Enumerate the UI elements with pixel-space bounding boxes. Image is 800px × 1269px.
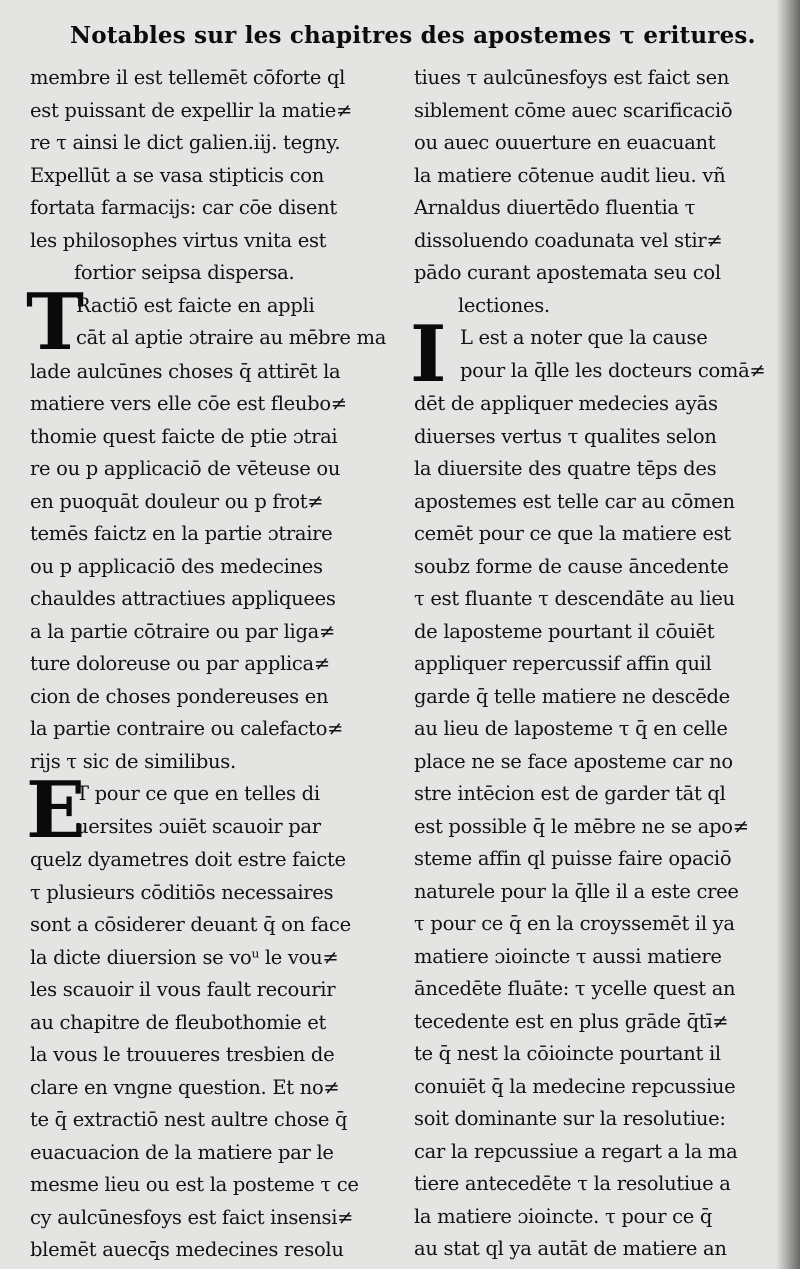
- text-line: la vous le trouueres tresbien de: [30, 1043, 335, 1066]
- text-line: L est a noter que la cause: [460, 326, 708, 349]
- text-line: τ pour ce q̄ en la croyssemēt il ya: [414, 912, 735, 935]
- text-line: stre intēcion est de garder tāt ql: [414, 782, 726, 805]
- text-line: τ est fluante τ descendāte au lieu: [414, 587, 735, 610]
- text-line: pādo curant apostemata seu col: [414, 261, 721, 284]
- text-line: lectiones.: [458, 293, 550, 317]
- text-line: est possible q̄ le mēbre ne se apo≠: [414, 814, 749, 838]
- text-line: matiere vers elle cōe est fleubo≠: [30, 392, 347, 415]
- text-line: siblement cōme auec scarificaciō: [414, 98, 733, 122]
- text-line: fortior seipsa dispersa.: [74, 261, 295, 284]
- text-line: rijs τ sic de similibus.: [30, 749, 236, 773]
- text-line: membre il est tellemēt cōforte ql: [30, 66, 346, 89]
- text-line: ou p applicaciō des medecines: [30, 554, 323, 578]
- text-line: pour la q̄lle les docteurs comā≠: [460, 358, 766, 382]
- left-paragraph-1: [30, 62, 400, 290]
- text-line: uersites ɔuiēt scauoir par: [76, 814, 321, 838]
- text-line: āncedēte fluāte: τ ycelle quest an: [414, 977, 736, 1000]
- text-line: en puoquāt douleur ou p frot≠: [30, 489, 324, 513]
- text-line: est puissant de expellir la matie≠: [30, 98, 353, 122]
- text-line: place ne se face aposteme car no: [414, 749, 733, 773]
- text-line: euacuacion de la matiere par le: [30, 1140, 334, 1164]
- text-line: ou auec ouuerture en euacuant: [414, 131, 716, 154]
- text-line: quelz dyametres doit estre faicte: [30, 848, 346, 871]
- text-line: T pour ce que en telles di: [76, 782, 320, 805]
- left-column: [26, 62, 400, 1267]
- text-line: re ou p applicaciō de vēteuse ou: [30, 457, 341, 480]
- text-line: tecedente est en plus grāde q̄tī≠: [414, 1009, 729, 1033]
- text-line: cāt al aptie ɔtraire au mēbre ma: [76, 326, 387, 349]
- text-line: car la repcussiue a regart a la ma: [414, 1139, 738, 1163]
- text-line: apostemes est telle car au cōmen: [414, 489, 735, 513]
- text-line: au stat ql ya autāt de matiere an: [414, 1237, 727, 1260]
- text-line: Ractiō est faicte en appli: [76, 293, 315, 317]
- text-line: re τ ainsi le dict galien.iij. tegny.: [30, 131, 341, 154]
- right-paragraph-2: [410, 309, 770, 1266]
- text-line: Expellūt a se vasa stipticis con: [30, 163, 324, 187]
- text-line: cemēt pour ce que la matiere est: [414, 522, 731, 545]
- text-line: appliquer repercussif affin quil: [414, 652, 712, 675]
- left-paragraph-3: [26, 765, 400, 1267]
- text-line: clare en vngne question. Et no≠: [30, 1075, 340, 1099]
- text-line: Arnaldus diuertēdo fluentia τ: [414, 196, 696, 219]
- text-line: chauldes attractiues appliquees: [30, 587, 336, 610]
- text-line: temēs faictz en la partie ɔtraire: [30, 522, 333, 545]
- text-line: ture doloreuse ou par applica≠: [30, 652, 330, 675]
- text-line: a la partie cōtraire ou par liga≠: [30, 619, 336, 643]
- right-paragraph-1: [414, 62, 770, 322]
- text-line: τ plusieurs cōditiōs necessaires: [30, 880, 334, 904]
- text-line: soubz forme de cause āncedente: [414, 554, 729, 578]
- text-line: la dicte diuersion se voᵘ le vou≠: [30, 945, 339, 969]
- text-line: diuerses vertus τ qualites selon: [414, 424, 717, 448]
- text-line: les scauoir il vous fault recourir: [30, 978, 336, 1001]
- text-line: te q̄ extractiō nest aultre chose q̄: [30, 1108, 348, 1131]
- running-head: Notables sur les chapitres des apostemes τ eritures.: [70, 22, 756, 49]
- text-line: au lieu de laposteme τ q̄ en celle: [414, 717, 728, 740]
- text-line: blemēt auecq̄s medecines resolu: [30, 1238, 344, 1261]
- text-line: thomie quest faicte de ptie ɔtrai: [30, 424, 338, 448]
- drop-cap-initial: I: [410, 309, 447, 400]
- text-line: les philosophes virtus vnita est: [30, 228, 327, 252]
- right-column: [410, 62, 770, 1266]
- text-line: lade aulcūnes choses q̄ attirēt la: [30, 359, 341, 383]
- text-line: la matiere ɔioincte. τ pour ce q̄: [414, 1204, 713, 1228]
- text-line: cy aulcūnesfoys est faict insensi≠: [30, 1205, 354, 1229]
- text-line: dissoluendo coadunata vel stir≠: [414, 228, 723, 252]
- text-line: steme affin ql puisse faire opaciō: [414, 847, 732, 870]
- text-line: garde q̄ telle matiere ne descēde: [414, 684, 730, 708]
- text-line: la partie contraire ou calefacto≠: [30, 717, 344, 740]
- text-line: conuiēt q̄ la medecine repcussiue: [414, 1074, 736, 1098]
- text-line: sont a cōsiderer deuant q̄ on face: [30, 913, 351, 936]
- drop-cap-initial: T: [26, 276, 84, 368]
- text-line: matiere ɔioincte τ aussi matiere: [414, 944, 722, 968]
- text-line: mesme lieu ou est la posteme τ ce: [30, 1173, 359, 1196]
- text-line: tiere antecedēte τ la resolutiue a: [414, 1172, 731, 1195]
- text-line: la matiere cōtenue audit lieu. vñ: [414, 163, 726, 187]
- text-line: dēt de appliquer medecies ayās: [414, 392, 718, 415]
- text-line: cion de choses pondereuses en: [30, 684, 329, 708]
- text-line: naturele pour la q̄lle il a este cree: [414, 879, 739, 903]
- left-paragraph-2: [26, 276, 400, 779]
- text-line: tiues τ aulcūnesfoys est faict sen: [414, 66, 730, 89]
- text-line: te q̄ nest la cōioincte pourtant il: [414, 1042, 721, 1065]
- text-line: la diuersite des quatre tēps des: [414, 457, 717, 480]
- text-line: de laposteme pourtant il cōuiēt: [414, 619, 715, 643]
- text-line: au chapitre de fleubothomie et: [30, 1010, 327, 1034]
- text-line: fortata farmacijs: car cōe disent: [30, 196, 337, 219]
- drop-cap-initial: E: [26, 765, 86, 856]
- text-line: soit dominante sur la resolutiue:: [414, 1107, 726, 1130]
